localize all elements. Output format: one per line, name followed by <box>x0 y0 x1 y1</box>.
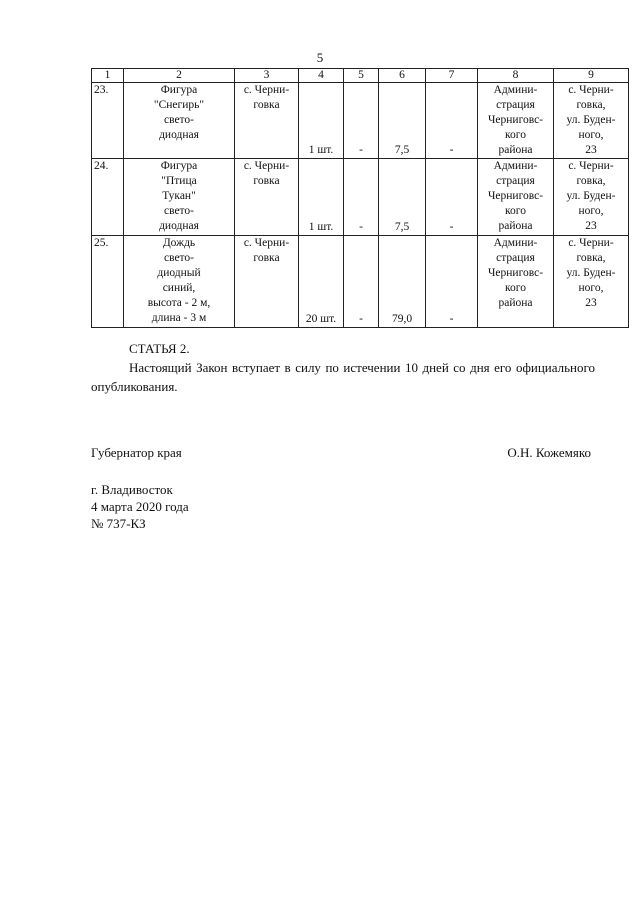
document-footer <box>91 481 189 532</box>
row-number-cell: 23. <box>92 83 124 159</box>
column-5-cell: - <box>344 236 379 328</box>
holder-cell: Админи- страция Черниговс- кого района <box>478 83 554 159</box>
quantity-cell: 1 шт. <box>299 159 344 236</box>
column-header: 5 <box>344 69 379 83</box>
location-cell: с. Черни- говка <box>235 236 299 328</box>
city-line: г. Владивосток <box>91 482 173 497</box>
table-header-row <box>92 69 629 83</box>
item-name-cell: Дождь свето- диодный синий, высота - 2 м, длина - 3 м <box>124 236 235 328</box>
column-7-cell: - <box>426 83 478 159</box>
table-row <box>92 159 629 236</box>
column-header: 4 <box>299 69 344 83</box>
address-cell: с. Черни- говка, ул. Буден- ного, 23 <box>554 236 629 328</box>
row-number-cell: 25. <box>92 236 124 328</box>
signatory-position: Губернатор края <box>91 445 182 460</box>
data-table <box>91 68 629 328</box>
location-cell: с. Черни- говка <box>235 159 299 236</box>
column-header: 9 <box>554 69 629 83</box>
column-header: 3 <box>235 69 299 83</box>
law-number-line: № 737-КЗ <box>91 516 146 531</box>
article-title: СТАТЬЯ 2. <box>129 341 190 356</box>
column-5-cell: - <box>344 159 379 236</box>
column-header: 1 <box>92 69 124 83</box>
column-header: 8 <box>478 69 554 83</box>
holder-cell: Админи- страция Черниговс- кого района <box>478 236 554 328</box>
holder-cell: Админи- страция Черниговс- кого района <box>478 159 554 236</box>
column-6-cell: 7,5 <box>379 159 426 236</box>
date-line: 4 марта 2020 года <box>91 499 189 514</box>
page-number: 5 <box>316 50 324 65</box>
column-7-cell: - <box>426 236 478 328</box>
column-header: 7 <box>426 69 478 83</box>
column-header: 2 <box>124 69 235 83</box>
quantity-cell: 1 шт. <box>299 83 344 159</box>
row-number-cell: 24. <box>92 159 124 236</box>
table-row <box>92 236 629 328</box>
article-text: Настоящий Закон вступает в силу по истечении 10 дней со дня его официального опубликования. <box>91 360 595 394</box>
address-cell: с. Черни- говка, ул. Буден- ного, 23 <box>554 159 629 236</box>
location-cell: с. Черни- говка <box>235 83 299 159</box>
signatory-name: О.Н. Кожемяко <box>507 445 591 460</box>
column-header: 6 <box>379 69 426 83</box>
quantity-cell: 20 шт. <box>299 236 344 328</box>
column-6-cell: 7,5 <box>379 83 426 159</box>
column-7-cell: - <box>426 159 478 236</box>
column-6-cell: 79,0 <box>379 236 426 328</box>
address-cell: с. Черни- говка, ул. Буден- ного, 23 <box>554 83 629 159</box>
column-5-cell: - <box>344 83 379 159</box>
table-row <box>92 83 629 159</box>
item-name-cell: Фигура "Снегирь" свето- диодная <box>124 83 235 159</box>
item-name-cell: Фигура "Птица Тукан" свето- диодная <box>124 159 235 236</box>
